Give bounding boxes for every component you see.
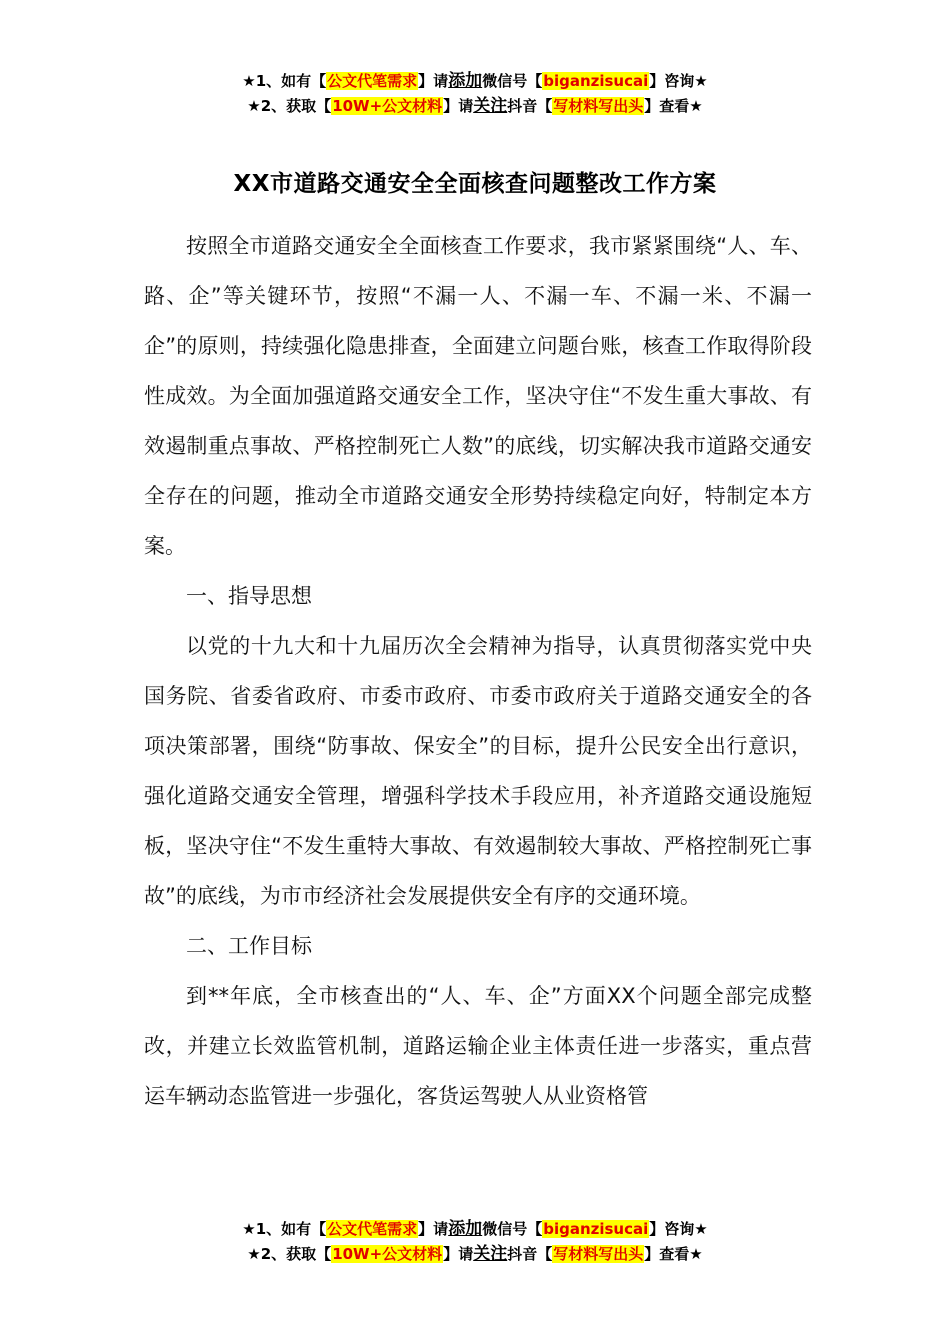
promo-text: 微信号【 <box>482 72 543 90</box>
promo-highlight: 写材料写出头 <box>553 97 644 115</box>
promo-text: ★1、如有【 <box>242 1220 327 1238</box>
promo-text: 微信号【 <box>482 1220 543 1238</box>
promo-highlight: biganzisucai <box>543 1220 649 1238</box>
promo-text: 】查看★ <box>644 97 703 115</box>
promo-banner-bottom <box>0 1217 950 1267</box>
promo-text: ★1、如有【 <box>242 72 327 90</box>
guiding-ideology-paragraph: 以党的十九大和十九届历次全会精神为指导，认真贯彻落实党中央国务院、省委省政府、市委市政府、市委市政府关于道路交通安全的各项决策部署，围绕“防事故、保安全”的目标，提升公民安全出行意识，强化道路交通安全管理，增强科学技术手段应用，补齐道路交通设施短板，坚决守住“不发生重特大事故、有效遏制较大事故、严格控制死亡事故”的底线，为市市经济社会发展提供安全有序的交通环境。 <box>144 634 812 908</box>
work-goals-paragraph: 到**年底，全市核查出的“人、车、企”方面XX个问题全部完成整改，并建立长效监管机制，道路运输企业主体责任进一步落实，重点营运车辆动态监管进一步强化，客货运驾驶人从业资格管 <box>144 984 812 1108</box>
promo-emphasis: 添加 <box>448 71 483 91</box>
promo-text: 抖音【 <box>507 97 553 115</box>
promo-text: 】请 <box>418 72 449 90</box>
promo-highlight: 写材料写出头 <box>553 1245 644 1263</box>
promo-highlight: 公文代笔需求 <box>327 72 418 90</box>
promo-text: 抖音【 <box>507 1245 553 1263</box>
intro-paragraph: 按照全市道路交通安全全面核查工作要求，我市紧紧围绕“人、车、路、企”等关键环节，按照“不漏一人、不漏一车、不漏一米、不漏一企”的原则，持续强化隐患排查，全面建立问题台账，核查工作取得阶段性成效。为全面加强道路交通安全工作，坚决守住“不发生重大事故、有效遏制重点事故、严格控制死亡人数”的底线，切实解决我市道路交通安全存在的问题，推动全市道路交通安全形势持续稳定向好，特制定本方案。 <box>144 234 812 558</box>
promo-line-2 <box>0 94 950 119</box>
section-heading-work-goals: 二、工作目标 <box>186 934 312 958</box>
section-heading-guiding-ideology: 一、指导思想 <box>186 584 312 608</box>
document-title: XX市道路交通安全全面核查问题整改工作方案 <box>233 171 717 198</box>
promo-banner-top <box>0 69 950 119</box>
promo-text: 】请 <box>418 1220 449 1238</box>
promo-emphasis: 添加 <box>448 1219 483 1239</box>
promo-text: 】咨询★ <box>649 1220 708 1238</box>
document-body <box>144 221 812 1121</box>
promo-highlight: 公文代笔需求 <box>327 1220 418 1238</box>
promo-emphasis: 关注 <box>473 1244 508 1264</box>
promo-text: 】查看★ <box>644 1245 703 1263</box>
promo-text: 】咨询★ <box>649 72 708 90</box>
promo-highlight: 10W+公文材料 <box>332 97 443 115</box>
promo-line-2 <box>0 1242 950 1267</box>
promo-highlight: 10W+公文材料 <box>332 1245 443 1263</box>
promo-text: 】请 <box>443 1245 474 1263</box>
promo-highlight: biganzisucai <box>543 72 649 90</box>
promo-line-1 <box>0 69 950 94</box>
promo-text: ★2、获取【 <box>247 1245 332 1263</box>
promo-emphasis: 关注 <box>473 96 508 116</box>
promo-text: ★2、获取【 <box>247 97 332 115</box>
promo-text: 】请 <box>443 97 474 115</box>
promo-line-1 <box>0 1217 950 1242</box>
